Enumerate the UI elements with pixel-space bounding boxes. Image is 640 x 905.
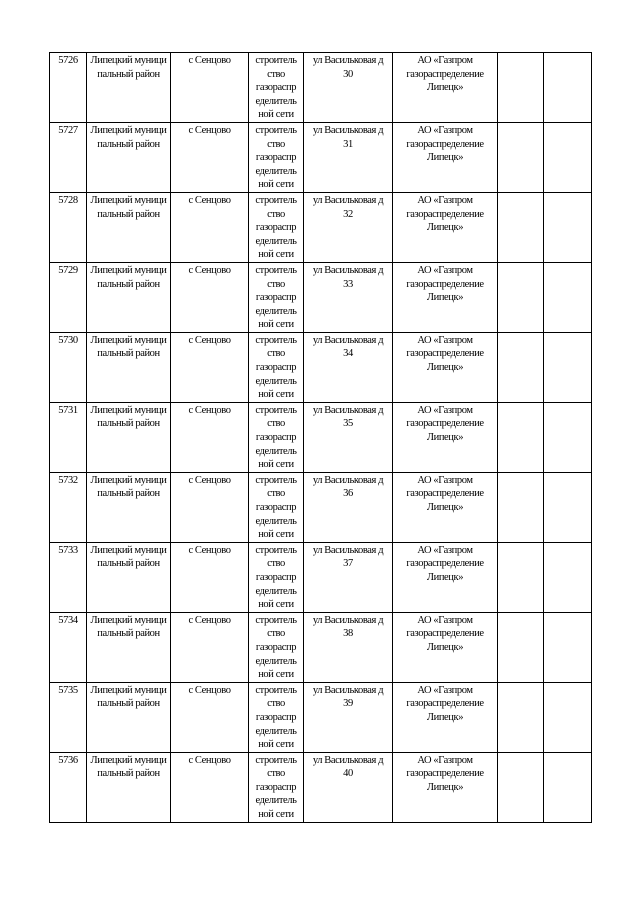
settlement-text: с Сенцово: [188, 404, 231, 416]
org-line: АО «Газпром: [417, 614, 473, 626]
cell-number: [50, 53, 87, 123]
cell-organization: [393, 122, 498, 192]
cell-type: [249, 332, 304, 402]
org-line: Липецк»: [426, 82, 464, 94]
cell-empty-8: [544, 192, 592, 262]
cell-empty-8: [544, 752, 592, 822]
district-text: Липецкий муниципальный район: [90, 404, 167, 430]
type-line: ной сети: [258, 109, 294, 121]
type-line: еделитель: [255, 795, 297, 807]
cell-settlement: [171, 192, 249, 262]
type-line: ной сети: [258, 529, 294, 541]
cell-empty-7: [498, 332, 544, 402]
cell-organization: [393, 402, 498, 472]
cell-type: [249, 53, 304, 123]
type-line: строитель: [255, 754, 297, 766]
address-line: 34: [343, 348, 353, 360]
type-line: строитель: [255, 614, 297, 626]
type-line: еделитель: [255, 375, 297, 387]
type-line: еделитель: [255, 235, 297, 247]
cell-number: [50, 262, 87, 332]
table-row: [50, 472, 592, 542]
address-line: 31: [343, 138, 353, 150]
type-line: ство: [267, 348, 285, 360]
settlement-text: с Сенцово: [188, 194, 231, 206]
type-line: ной сети: [258, 389, 294, 401]
type-line: еделитель: [255, 165, 297, 177]
address-line: 39: [343, 698, 353, 710]
type-line: еделитель: [255, 445, 297, 457]
registry-table: [49, 52, 592, 823]
org-line: АО «Газпром: [417, 404, 473, 416]
address-line: 33: [343, 278, 353, 290]
cell-empty-8: [544, 262, 592, 332]
org-line: АО «Газпром: [417, 124, 473, 136]
cell-settlement: [171, 53, 249, 123]
cell-organization: [393, 192, 498, 262]
cell-type: [249, 612, 304, 682]
type-line: ство: [267, 68, 285, 80]
type-line: газораспр: [255, 222, 297, 234]
cell-type: [249, 262, 304, 332]
cell-address: [304, 332, 393, 402]
district-text: Липецкий муниципальный район: [90, 334, 167, 360]
type-line: строитель: [255, 684, 297, 696]
district-text: Липецкий муниципальный район: [90, 55, 167, 80]
type-line: строитель: [255, 124, 297, 136]
type-line: ство: [267, 138, 285, 150]
cell-empty-8: [544, 612, 592, 682]
cell-settlement: [171, 542, 249, 612]
district-text: Липецкий муниципальный район: [90, 684, 167, 710]
type-line: еделитель: [255, 305, 297, 317]
address-line: 30: [343, 68, 353, 80]
cell-address: [304, 612, 393, 682]
cell-number: [50, 542, 87, 612]
address-line: ул Васильковая д: [312, 474, 384, 486]
type-line: строитель: [255, 334, 297, 346]
row-number: 5733: [58, 544, 78, 556]
table-row: [50, 192, 592, 262]
org-line: Липецк»: [426, 432, 464, 444]
type-line: еделитель: [255, 95, 297, 107]
type-line: ство: [267, 558, 285, 570]
table-body: [50, 53, 592, 823]
settlement-text: с Сенцово: [188, 334, 231, 346]
address-line: ул Васильковая д: [312, 404, 384, 416]
address-line: ул Васильковая д: [312, 754, 384, 766]
cell-district: [87, 262, 171, 332]
cell-type: [249, 752, 304, 822]
cell-empty-7: [498, 53, 544, 123]
type-line: строитель: [255, 544, 297, 556]
row-number: 5726: [58, 55, 78, 66]
cell-settlement: [171, 262, 249, 332]
cell-address: [304, 53, 393, 123]
type-line: еделитель: [255, 515, 297, 527]
address-line: 38: [343, 628, 353, 640]
address-line: 32: [343, 208, 353, 220]
cell-district: [87, 192, 171, 262]
type-line: строитель: [255, 474, 297, 486]
org-line: АО «Газпром: [417, 194, 473, 206]
cell-type: [249, 192, 304, 262]
cell-empty-8: [544, 472, 592, 542]
org-line: АО «Газпром: [417, 474, 473, 486]
org-line: Липецк»: [426, 222, 464, 234]
cell-district: [87, 542, 171, 612]
row-number: 5732: [58, 474, 78, 486]
cell-address: [304, 262, 393, 332]
table-row: [50, 122, 592, 192]
cell-number: [50, 122, 87, 192]
address-line: 35: [343, 418, 353, 430]
type-line: газораспр: [255, 82, 297, 94]
cell-empty-8: [544, 542, 592, 612]
cell-address: [304, 752, 393, 822]
row-number: 5730: [58, 334, 78, 346]
cell-empty-7: [498, 262, 544, 332]
address-line: 40: [343, 768, 353, 780]
type-line: ство: [267, 488, 285, 500]
type-line: ной сети: [258, 669, 294, 681]
cell-empty-8: [544, 402, 592, 472]
cell-type: [249, 542, 304, 612]
org-line: Липецк»: [426, 781, 464, 793]
cell-empty-7: [498, 682, 544, 752]
cell-district: [87, 332, 171, 402]
cell-empty-7: [498, 752, 544, 822]
org-line: газораспределение: [406, 558, 484, 570]
district-text: Липецкий муниципальный район: [90, 264, 167, 290]
type-line: ство: [267, 418, 285, 430]
cell-district: [87, 122, 171, 192]
cell-organization: [393, 262, 498, 332]
cell-settlement: [171, 122, 249, 192]
settlement-text: с Сенцово: [188, 124, 231, 136]
cell-settlement: [171, 402, 249, 472]
cell-type: [249, 682, 304, 752]
cell-settlement: [171, 472, 249, 542]
cell-empty-7: [498, 542, 544, 612]
org-line: Липецк»: [426, 711, 464, 723]
cell-number: [50, 682, 87, 752]
cell-number: [50, 192, 87, 262]
org-line: АО «Газпром: [417, 55, 473, 66]
settlement-text: с Сенцово: [188, 684, 231, 696]
row-number: 5734: [58, 614, 78, 626]
cell-type: [249, 122, 304, 192]
cell-address: [304, 542, 393, 612]
type-line: газораспр: [255, 641, 297, 653]
cell-empty-7: [498, 122, 544, 192]
type-line: газораспр: [255, 711, 297, 723]
type-line: строитель: [255, 55, 297, 66]
org-line: Липецк»: [426, 641, 464, 653]
row-number: 5727: [58, 124, 78, 136]
cell-empty-7: [498, 612, 544, 682]
org-line: газораспределение: [406, 138, 484, 150]
type-line: ной сети: [258, 179, 294, 191]
address-line: 36: [343, 488, 353, 500]
cell-settlement: [171, 612, 249, 682]
cell-number: [50, 402, 87, 472]
district-text: Липецкий муниципальный район: [90, 544, 167, 570]
type-line: газораспр: [255, 781, 297, 793]
org-line: АО «Газпром: [417, 544, 473, 556]
type-line: газораспр: [255, 432, 297, 444]
org-line: АО «Газпром: [417, 754, 473, 766]
cell-type: [249, 472, 304, 542]
cell-number: [50, 612, 87, 682]
table-row: [50, 332, 592, 402]
cell-district: [87, 612, 171, 682]
table-row: [50, 612, 592, 682]
address-line: ул Васильковая д: [312, 544, 384, 556]
org-line: Липецк»: [426, 571, 464, 583]
row-number: 5736: [58, 754, 78, 766]
settlement-text: с Сенцово: [188, 614, 231, 626]
org-line: газораспределение: [406, 68, 484, 80]
table-row: [50, 53, 592, 123]
type-line: еделитель: [255, 655, 297, 667]
row-number: 5735: [58, 684, 78, 696]
org-line: Липецк»: [426, 502, 464, 513]
type-line: ство: [267, 698, 285, 710]
settlement-text: с Сенцово: [188, 264, 231, 276]
cell-type: [249, 402, 304, 472]
type-line: строитель: [255, 264, 297, 276]
district-text: Липецкий муниципальный район: [90, 124, 167, 150]
address-line: ул Васильковая д: [312, 264, 384, 276]
cell-number: [50, 332, 87, 402]
org-line: газораспределение: [406, 278, 484, 290]
row-number: 5731: [58, 404, 78, 416]
cell-settlement: [171, 752, 249, 822]
cell-empty-8: [544, 682, 592, 752]
settlement-text: с Сенцово: [188, 754, 231, 766]
type-line: ной сети: [258, 809, 294, 821]
cell-empty-8: [544, 332, 592, 402]
org-line: газораспределение: [406, 208, 484, 220]
cell-empty-7: [498, 472, 544, 542]
type-line: еделитель: [255, 725, 297, 737]
type-line: строитель: [255, 194, 297, 206]
type-line: газораспр: [255, 292, 297, 304]
address-line: ул Васильковая д: [312, 684, 384, 696]
settlement-text: с Сенцово: [188, 544, 231, 556]
cell-address: [304, 402, 393, 472]
org-line: АО «Газпром: [417, 334, 473, 346]
table-row: [50, 752, 592, 822]
cell-district: [87, 53, 171, 123]
org-line: газораспределение: [406, 348, 484, 360]
cell-empty-8: [544, 122, 592, 192]
settlement-text: с Сенцово: [188, 55, 231, 66]
org-line: газораспределение: [406, 698, 484, 710]
cell-address: [304, 122, 393, 192]
table-row: [50, 402, 592, 472]
type-line: газораспр: [255, 362, 297, 374]
type-line: газораспр: [255, 571, 297, 583]
type-line: ной сети: [258, 319, 294, 331]
cell-organization: [393, 332, 498, 402]
type-line: ной сети: [258, 739, 294, 751]
settlement-text: с Сенцово: [188, 474, 231, 486]
district-text: Липецкий муниципальный район: [90, 194, 167, 220]
org-line: Липецк»: [426, 362, 464, 374]
cell-district: [87, 402, 171, 472]
district-text: Липецкий муниципальный район: [90, 474, 167, 500]
type-line: ство: [267, 768, 285, 780]
address-line: ул Васильковая д: [312, 334, 384, 346]
cell-number: [50, 752, 87, 822]
cell-settlement: [171, 682, 249, 752]
cell-district: [87, 682, 171, 752]
address-line: 37: [343, 558, 353, 570]
cell-organization: [393, 682, 498, 752]
type-line: ство: [267, 208, 285, 220]
address-line: ул Васильковая д: [312, 55, 384, 66]
cell-empty-8: [544, 53, 592, 123]
address-line: ул Васильковая д: [312, 194, 384, 206]
type-line: ной сети: [258, 249, 294, 261]
table-row: [50, 682, 592, 752]
org-line: Липецк»: [426, 292, 464, 304]
cell-organization: [393, 472, 498, 542]
type-line: ство: [267, 628, 285, 640]
cell-organization: [393, 752, 498, 822]
org-line: Липецк»: [426, 152, 464, 164]
row-number: 5729: [58, 264, 78, 276]
cell-address: [304, 472, 393, 542]
cell-settlement: [171, 332, 249, 402]
address-line: ул Васильковая д: [312, 124, 384, 136]
cell-district: [87, 472, 171, 542]
cell-organization: [393, 53, 498, 123]
cell-organization: [393, 612, 498, 682]
cell-address: [304, 192, 393, 262]
district-text: Липецкий муниципальный район: [90, 754, 167, 780]
cell-organization: [393, 542, 498, 612]
org-line: газораспределение: [406, 418, 484, 430]
address-line: ул Васильковая д: [312, 614, 384, 626]
type-line: газораспр: [255, 502, 297, 513]
org-line: газораспределение: [406, 628, 484, 640]
type-line: ной сети: [258, 459, 294, 471]
type-line: строитель: [255, 404, 297, 416]
cell-district: [87, 752, 171, 822]
org-line: АО «Газпром: [417, 684, 473, 696]
cell-address: [304, 682, 393, 752]
cell-number: [50, 472, 87, 542]
cell-empty-7: [498, 192, 544, 262]
cell-empty-7: [498, 402, 544, 472]
type-line: газораспр: [255, 152, 297, 164]
district-text: Липецкий муниципальный район: [90, 614, 167, 640]
org-line: газораспределение: [406, 768, 484, 780]
org-line: АО «Газпром: [417, 264, 473, 276]
type-line: ной сети: [258, 599, 294, 611]
table-row: [50, 542, 592, 612]
org-line: газораспределение: [406, 488, 484, 500]
type-line: еделитель: [255, 585, 297, 597]
table-row: [50, 262, 592, 332]
row-number: 5728: [58, 194, 78, 206]
type-line: ство: [267, 278, 285, 290]
